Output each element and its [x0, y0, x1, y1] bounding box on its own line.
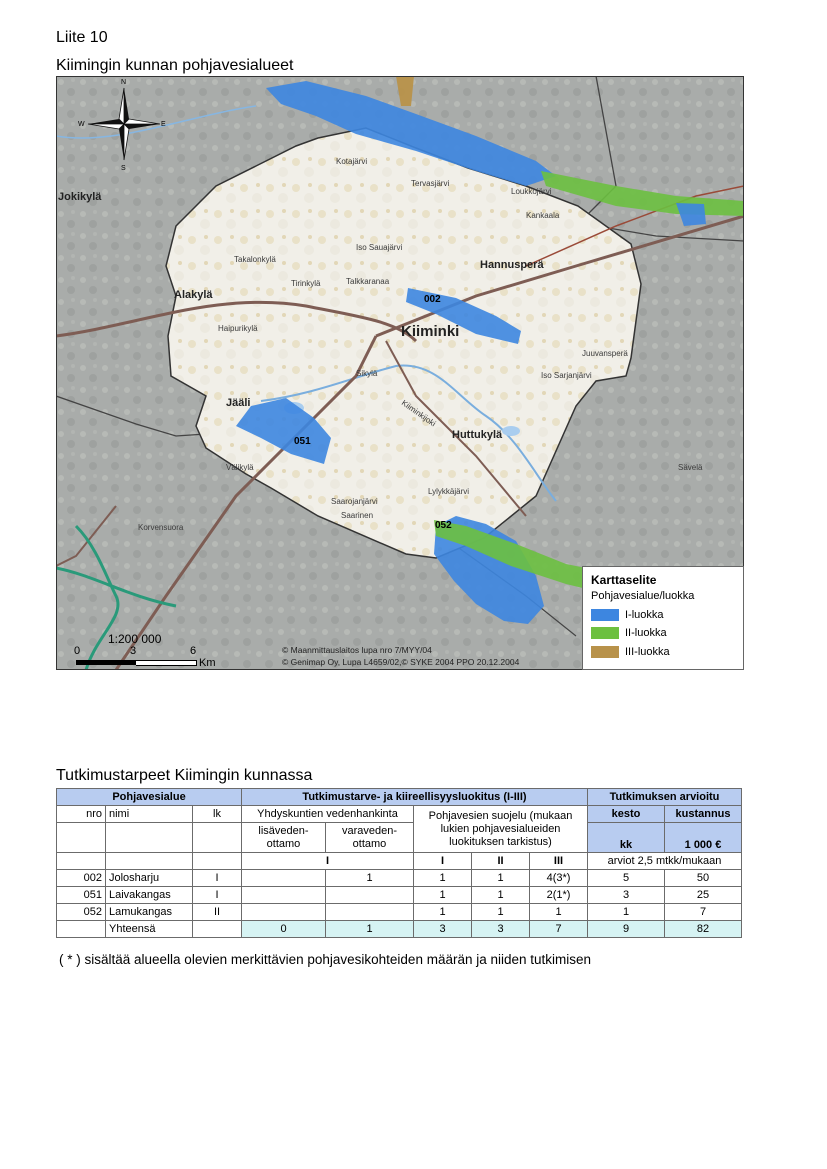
place-label-kotajarvi: Kotajärvi	[336, 157, 368, 166]
place-label-tirinkyla: Tirinkylä	[291, 279, 321, 288]
cell-lisa	[242, 887, 326, 904]
place-label-jaali: Jääli	[226, 397, 251, 409]
total-kust: 82	[665, 921, 742, 938]
cell-s2: 1	[472, 870, 530, 887]
cell-lk: I	[193, 887, 242, 904]
table-subheader-row	[57, 823, 742, 853]
scale-tick-0: 0	[74, 645, 81, 657]
compass-e: E	[161, 121, 166, 128]
legend-item-class1	[591, 608, 664, 622]
total-s2: 3	[472, 921, 530, 938]
legend-subtitle: Pohjavesialue/luokka	[591, 590, 695, 602]
compass-s: S	[121, 165, 126, 172]
legend-label: III-luokka	[625, 646, 670, 658]
cell-kesto: 5	[588, 870, 665, 887]
cell-kust: 25	[665, 887, 742, 904]
place-label-kankaala: Kankaala	[526, 211, 560, 220]
col-suojelu: Pohjavesien suojelu (mukaan lukien pohjavesialueiden luokituksen tarkistus)	[414, 806, 588, 853]
col-lisavedenottamo: lisäveden-ottamo	[242, 823, 326, 853]
scale-unit: Km	[199, 657, 216, 669]
col-eur: 1 000 €	[665, 823, 742, 853]
cell-s1: 1	[414, 887, 472, 904]
class-ii: II	[472, 853, 530, 870]
table-row	[57, 887, 742, 904]
place-label-savela: Sävelä	[678, 463, 703, 472]
place-label-sikyla: Sikylä	[356, 369, 378, 378]
cell-s1: 1	[414, 904, 472, 921]
col-lk: lk	[193, 806, 242, 823]
table-row	[57, 870, 742, 887]
legend-label: I-luokka	[625, 609, 664, 621]
class-i: I	[414, 853, 472, 870]
legend-label: II-luokka	[625, 627, 667, 639]
research-needs-table	[56, 788, 742, 938]
group-arvioitu: Tutkimuksen arvioitu	[588, 789, 742, 806]
place-label-juuvansperä: Juuvansperä	[582, 349, 628, 358]
place-label-korvensuora: Korvensuora	[138, 523, 184, 532]
cell-s2: 1	[472, 904, 530, 921]
legend-title: Karttaselite	[591, 573, 657, 587]
place-label-valikyla: Välikylä	[226, 463, 254, 472]
lake	[502, 426, 520, 436]
cell-vara	[326, 887, 414, 904]
cell-kesto: 1	[588, 904, 665, 921]
col-nro: nro	[57, 806, 106, 823]
legend-swatch-green	[591, 627, 619, 639]
place-label-hannuspera: Hannusperä	[480, 259, 544, 271]
table-row	[57, 904, 742, 921]
place-label-alakyla: Alakylä	[174, 289, 213, 301]
cell-lisa	[242, 870, 326, 887]
place-label-tervasjarvi: Tervasjärvi	[411, 179, 450, 188]
cell-nro: 052	[57, 904, 106, 921]
cell-kesto: 3	[588, 887, 665, 904]
place-label-loukkojarvi: Loukkojärvi	[511, 187, 552, 196]
table-group-header	[57, 789, 742, 806]
cell-s1: 1	[414, 870, 472, 887]
col-varavedenottamo: varaveden-ottamo	[326, 823, 414, 853]
cell-nimi: Laivakangas	[106, 887, 193, 904]
legend-swatch-brown	[591, 646, 619, 658]
table-total-row	[57, 921, 742, 938]
place-label-iso-sauajarvi: Iso Sauajärvi	[356, 243, 403, 252]
area-code-052: 052	[435, 520, 452, 531]
cell-lisa	[242, 904, 326, 921]
cell-s3: 1	[530, 904, 588, 921]
col-yhdyskunta: Yhdyskuntien vedenhankinta	[242, 806, 414, 823]
cell-s3: 2(1*)	[530, 887, 588, 904]
place-label-jokikyla: Jokikylä	[58, 191, 102, 203]
area-code-002: 002	[424, 294, 441, 305]
map-credits	[282, 644, 519, 668]
cell-kust: 50	[665, 870, 742, 887]
cell-nro: 002	[57, 870, 106, 887]
place-label-iso-sarjanjarvi: Iso Sarjanjärvi	[541, 371, 592, 380]
cell-lk: II	[193, 904, 242, 921]
place-label-talkkari: Talkkaranaa	[346, 277, 390, 286]
compass-n: N	[121, 79, 127, 86]
group-tutkimustarve: Tutkimustarve- ja kiireellisyysluokitus (I-III)	[242, 789, 588, 806]
group-pohjavesialue: Pohjavesialue	[57, 789, 242, 806]
table-title: Tutkimustarpeet Kiimingin kunnassa	[56, 767, 313, 784]
place-label-huttukyla: Huttukylä	[452, 429, 503, 441]
cell-lk: I	[193, 870, 242, 887]
scale-tick-3: 3	[130, 645, 137, 657]
scale-tick-6: 6	[190, 645, 197, 657]
place-label-lylykkajarvi: Lylykkäjärvi	[428, 487, 470, 496]
class-iii: III	[530, 853, 588, 870]
cell-nro: 051	[57, 887, 106, 904]
map-title: Kiimingin kunnan pohjavesialueet	[56, 57, 294, 74]
scale-ratio: 1:200 000	[108, 632, 162, 646]
area-code-051: 051	[294, 436, 311, 447]
cell-nimi: Lamukangas	[106, 904, 193, 921]
total-kesto: 9	[588, 921, 665, 938]
legend-swatch-blue	[591, 609, 619, 621]
cell-vara: 1	[326, 870, 414, 887]
col-kk: kk	[588, 823, 665, 853]
footnote: ( * ) sisältää alueella olevien merkittävien pohjavesikohteiden määrän ja niiden tutkimisen	[59, 952, 592, 967]
credit-line-2: © Genimap Oy, Lupa L4659/02,© SYKE 2004 PPO 20.12.2004	[282, 657, 520, 667]
credit-line-1: © Maanmittauslaitos lupa nro 7/MYY/04	[282, 645, 432, 655]
cost-basis: arviot 2,5 mtkk/mukaan	[588, 853, 742, 870]
total-s3: 7	[530, 921, 588, 938]
map-legend	[582, 566, 744, 670]
cell-s3: 4(3*)	[530, 870, 588, 887]
place-label-takalonkyla: Takalonkylä	[234, 255, 276, 264]
attachment-label: Liite 10	[56, 29, 108, 46]
scale-bar	[72, 632, 232, 670]
legend-item-class3	[591, 645, 670, 659]
col-kesto: kesto	[588, 806, 665, 823]
scale-bar-white	[136, 660, 197, 666]
place-label-kiiminki: Kiiminki	[401, 323, 460, 340]
total-label: Yhteensä	[106, 921, 193, 938]
total-s1: 3	[414, 921, 472, 938]
place-label-saarinen: Saarinen	[341, 511, 374, 520]
class-vedenhankinta: I	[242, 853, 414, 870]
total-vara: 1	[326, 921, 414, 938]
table-class-row	[57, 853, 742, 870]
cell-nimi: Jolosharju	[106, 870, 193, 887]
compass-w: W	[78, 121, 85, 128]
legend-item-class2	[591, 626, 667, 640]
place-label-saarojanjarvi: Saarojanjärvi	[331, 497, 378, 506]
scale-bar-black	[76, 660, 136, 665]
place-label-kiiminkijoki: Kiiminkijoki	[399, 398, 438, 429]
place-label-haipurikyla: Haipurikylä	[218, 324, 258, 333]
cell-kust: 7	[665, 904, 742, 921]
table-header-row	[57, 806, 742, 823]
cell-vara	[326, 904, 414, 921]
cell-s2: 1	[472, 887, 530, 904]
total-lisa: 0	[242, 921, 326, 938]
col-kustannus: kustannus	[665, 806, 742, 823]
col-nimi: nimi	[106, 806, 193, 823]
